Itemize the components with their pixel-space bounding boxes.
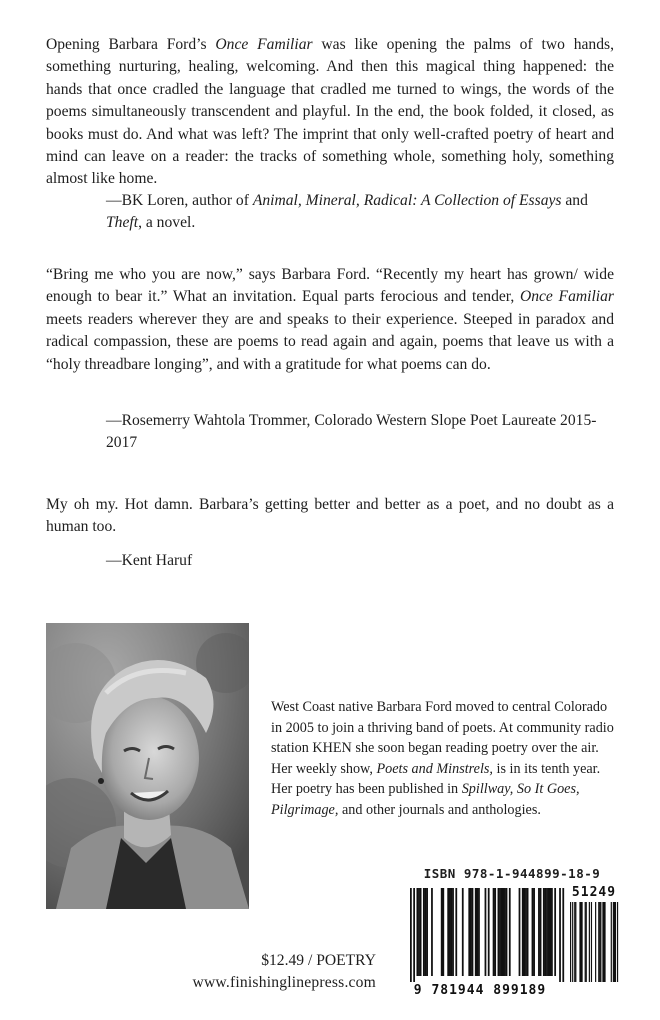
barcode-main-digits: 9 781944 899189 [413, 983, 547, 998]
barcode-bar [449, 888, 451, 976]
barcode-bar [462, 888, 464, 976]
author-bio-text-3: and other journals and anthologies. [338, 801, 541, 818]
price-category: $12.49 / POETRY [261, 952, 376, 969]
attribution-trommer: —Rosemerry Wahtola Trommer, Colorado Western Slope Poet Laureate 2015-2017 [106, 412, 597, 452]
barcode-bar [472, 888, 474, 976]
barcode-bar [540, 888, 542, 976]
barcode-bar [425, 888, 427, 976]
barcode-bar [603, 902, 604, 982]
barcode-bar [613, 902, 614, 982]
barcode-bar [554, 888, 556, 976]
barcode-bar [413, 888, 415, 982]
barcode-bar [591, 902, 592, 982]
barcode-bar [426, 888, 428, 976]
barcode-bar [502, 888, 504, 976]
author-bio-publications: Spillway, So It Goes, Pilgrimage, [271, 781, 580, 818]
barcode-bar [494, 888, 496, 976]
blurb-loren-book-title: Once Familiar [215, 36, 313, 53]
barcode-bar [548, 888, 550, 976]
attribution-loren-1: —BK Loren, author of [106, 192, 253, 209]
blurb-loren-text-2: was like opening the palms of two hands, something nurturing, healing, welcoming. And then this magical thing happened: the hands that once cradled the language that cradled me turned to wings, the words of the poems simultaneously transcendent and playful. In the end, the book folded, it closed, as books must do. And what was left? The imprint that only well-crafted poetry of heart and mind can leave on a reader: the tracks of something whole, something holy, something almost like home. [46, 36, 614, 188]
barcode-bar [523, 888, 525, 976]
barcode-bar [545, 888, 547, 976]
attribution-loren-2: and [561, 192, 588, 209]
barcode-bar [538, 888, 540, 976]
barcode-bar [615, 902, 616, 982]
barcode-bar [504, 888, 506, 976]
barcode-bar [506, 888, 508, 976]
barcode-bar [604, 902, 605, 982]
barcode-bar [570, 902, 571, 982]
barcode-bar [451, 888, 453, 976]
author-bio [271, 697, 621, 821]
barcode-bar [476, 888, 478, 976]
barcode-bar [478, 888, 480, 976]
barcode-bar [574, 902, 575, 982]
barcode-bar [499, 888, 501, 976]
barcode-bar [468, 888, 470, 976]
attribution-loren [106, 190, 626, 235]
barcode-bar [559, 888, 561, 982]
barcode-bar [475, 888, 477, 976]
attribution-loren-title-1: Animal, Mineral, Radical: A Collection of Essays [252, 192, 562, 209]
barcode-bar [525, 888, 527, 976]
blurb-trommer [46, 264, 614, 376]
isbn-label: ISBN 978-1-944899-18-9 [423, 866, 601, 881]
barcode-bar [488, 888, 490, 976]
barcode-bar [470, 888, 472, 976]
barcode-addon-digits: 51249 [571, 885, 617, 900]
barcode-bar [572, 902, 573, 982]
blurb-haruf: My oh my. Hot damn. Barbara’s getting better and better as a poet, and no doubt as a human too. [46, 496, 614, 536]
barcode-bar [579, 902, 580, 982]
blurb-trommer-book-title: Once Familiar [519, 288, 614, 306]
barcode-bar [423, 888, 425, 976]
barcode-bar [562, 888, 564, 982]
blurb-loren-text-1: Opening Barbara Ford’s [46, 36, 216, 53]
barcode-bar [442, 888, 444, 976]
barcode-bar [431, 888, 433, 976]
barcode-bar [493, 888, 495, 976]
barcode-bar [532, 888, 534, 976]
barcode-bar [533, 888, 535, 976]
barcode-bar [589, 902, 590, 982]
barcode-bar [420, 888, 422, 976]
barcode-bar [602, 902, 603, 982]
barcode-bar [418, 888, 420, 976]
barcode-bar [455, 888, 457, 976]
isbn-barcode [404, 882, 620, 998]
author-bio-text-1: West Coast native Barbara Ford moved to central Colorado in 2005 to join a thriving band of poets. At community radio station KHEN she soon began reading poetry over the air. Her weekly show, [271, 699, 614, 777]
attribution-loren-title-2: Theft [106, 214, 139, 232]
barcode-bar [410, 888, 412, 982]
barcode-bar [546, 888, 548, 976]
author-bio-text-2: is in its tenth year. Her poetry has been published in [271, 760, 601, 798]
barcode-bar [527, 888, 529, 976]
barcode-bar [543, 888, 545, 976]
barcode-bar [549, 888, 551, 976]
barcode-bar [611, 902, 612, 982]
barcode-bar [595, 902, 596, 982]
author-bio-show-title: Poets and Minstrels, [376, 760, 493, 777]
barcode-bar [441, 888, 443, 976]
barcode-bar [416, 888, 418, 976]
blurb-loren [46, 34, 614, 191]
barcode-bar [509, 888, 511, 976]
barcode-bar [485, 888, 487, 976]
attribution-loren-3: , a novel. [138, 214, 196, 232]
attribution-haruf: —Kent Haruf [106, 552, 193, 569]
barcode-bar [581, 902, 582, 982]
barcode-bar [580, 902, 581, 982]
barcode-bar [519, 888, 521, 976]
barcode-bar [599, 902, 600, 982]
barcode-bar [598, 902, 599, 982]
barcode-bar [452, 888, 454, 976]
author-photo [46, 623, 249, 909]
barcode-bar [600, 902, 601, 982]
barcode-bar [522, 888, 524, 976]
barcode-bar [575, 902, 576, 982]
barcode-bar [447, 888, 449, 976]
barcode-bar [586, 902, 587, 982]
barcode-bar [501, 888, 503, 976]
blurb-trommer-text-1: “Bring me who you are now,” says Barbara Ford. “Recently my heart has grown/ wide enough to bear it.” What an invitation. Equal parts ferocious and tender, [46, 266, 614, 306]
barcode-bar [585, 902, 586, 982]
blurb-trommer-text-2: meets readers wherever they are and speaks to their experience. Steeped in paradox and radical compassion, these are poems to read again and again, poems that leave us with a “holy threadbare longing”, and with a gratitude for what poems can do. [46, 310, 614, 373]
barcode-bar [617, 902, 618, 982]
publisher-website[interactable]: www.finishinglinepress.com [192, 974, 376, 991]
barcode-bar [614, 902, 615, 982]
barcode-bar [498, 888, 500, 976]
barcode-bar [551, 888, 553, 976]
